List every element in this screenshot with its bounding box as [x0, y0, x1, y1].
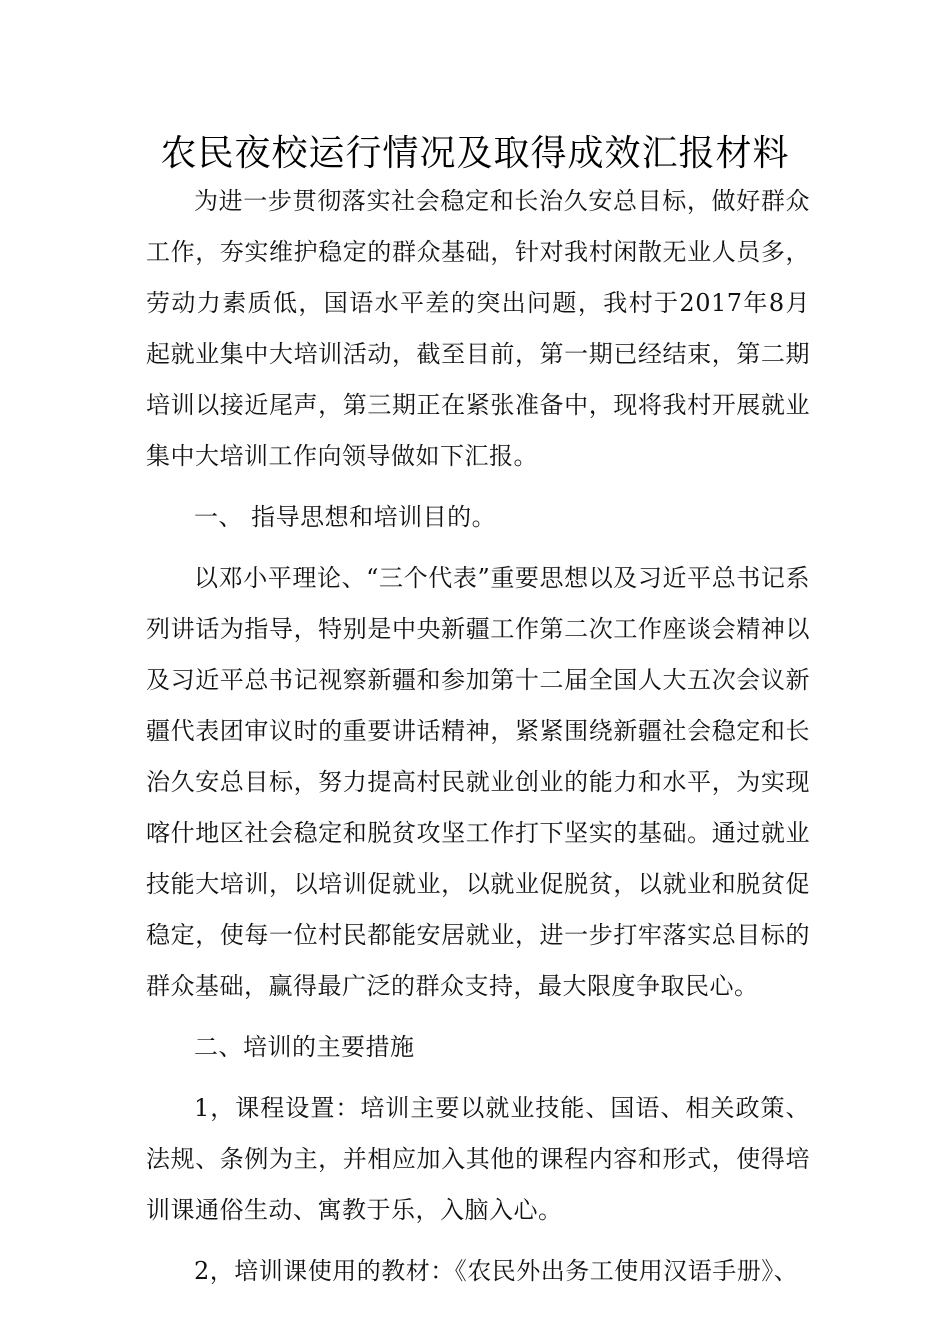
paragraph-gap [146, 543, 810, 553]
document-title: 农民夜校运行情况及取得成效汇报材料 [160, 133, 790, 174]
paragraph-gap [146, 1073, 810, 1083]
paragraph-textbooks: 2，培训课使用的教材：《农民外出务工使用汉语手册》、 [194, 1257, 799, 1285]
paragraph-course-setup: 1，课程设置：培训主要以就业技能、国语、相关政策、法规、条例为主，并相应加入其他的课程内容和形式，使得培训课通俗生动、寓教于乐，入脑入心。 [146, 1094, 810, 1224]
paragraph-gap [146, 1012, 810, 1022]
paragraph-intro: 为进一步贯彻落实社会稳定和长治久安总目标，做好群众工作，夯实维护稳定的群众基础，针对我村闲散无业人员多，劳动力素质低，国语水平差的突出问题，我村于2017年8月起就业集中大培训活动，截至目前，第一期已经结束，第二期培训以接近尾声，第三期正在紧张准备中，现将我村开展就业集中大培训工作向领导做如下汇报。 [146, 187, 810, 470]
heading-main-measures: 二、培训的主要措施 [194, 1033, 415, 1061]
paragraph-gap [146, 1236, 810, 1246]
paragraph-gap [146, 482, 810, 492]
paragraph-guiding-thought: 以邓小平理论、“三个代表”重要思想以及习近平总书记系列讲话为指导，特别是中央新疆工作第二次工作座谈会精神以及习近平总书记视察新疆和参加第十二届全国人大五次会议新疆代表团审议时的重要讲话精神，紧紧围绕新疆社会稳定和长治久安总目标，努力提高村民就业创业的能力和水平，为实现喀什地区社会稳定和脱贫攻坚工作打下坚实的基础。通过就业技能大培训，以培训促就业，以就业促脱贫，以就业和脱贫促稳定，使每一位村民都能安居就业，进一步打牢落实总目标的群众基础，赢得最广泛的群众支持，最大限度争取民心。 [146, 564, 810, 1000]
heading-guiding-thought: 一、 指导思想和培训目的。 [194, 503, 497, 531]
document-body [146, 176, 810, 1297]
